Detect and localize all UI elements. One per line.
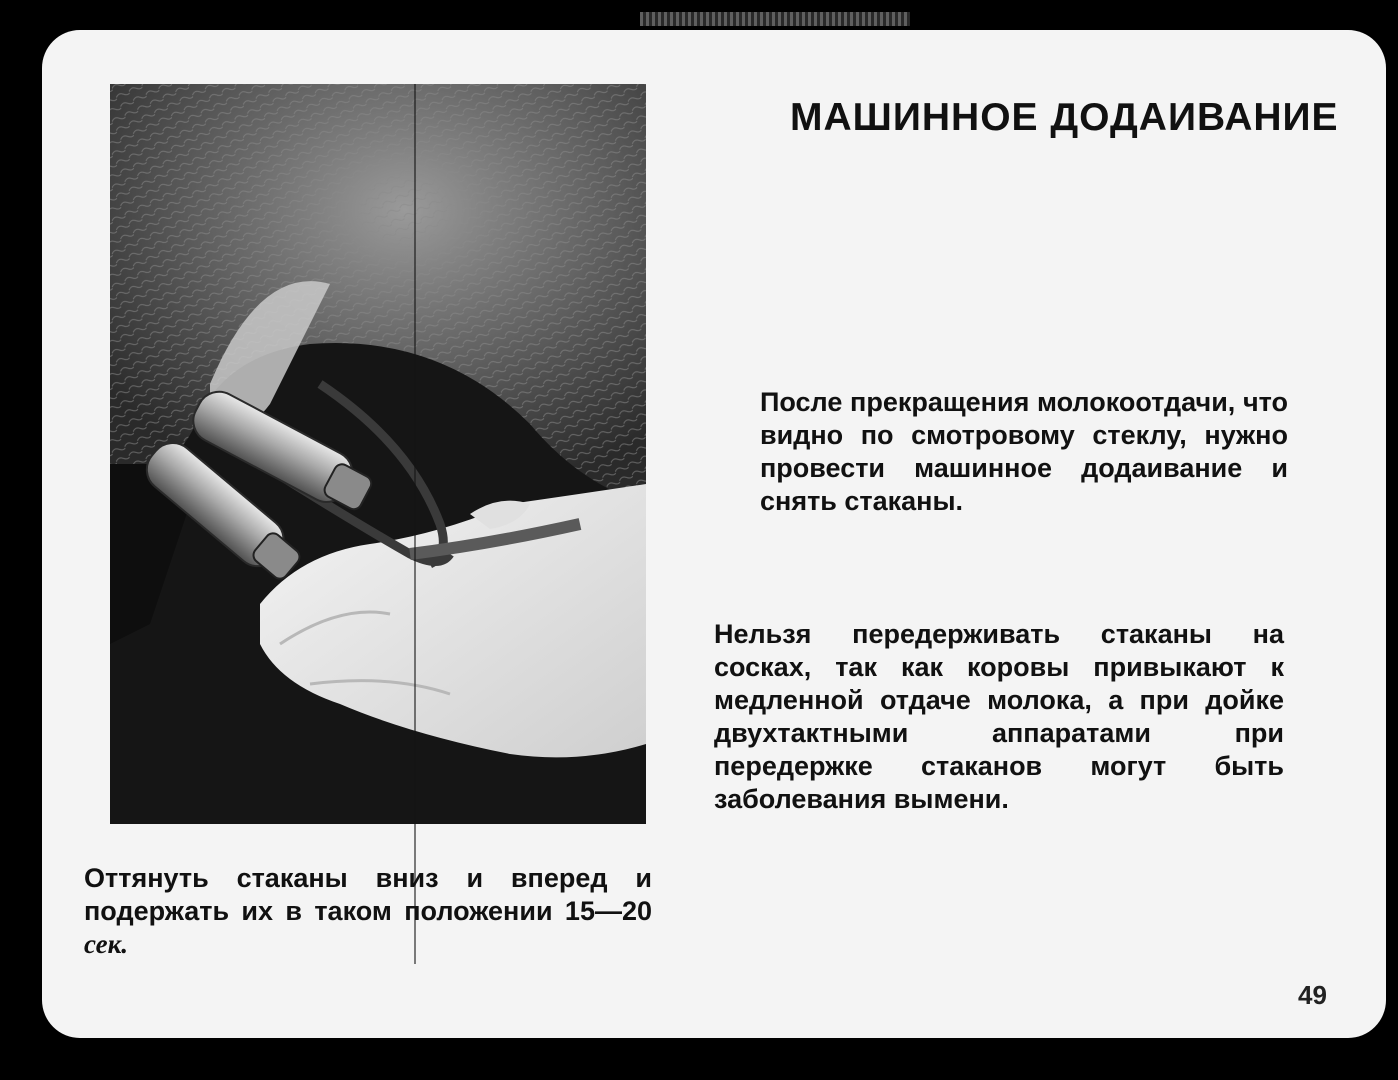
film-edge-strip (640, 12, 910, 26)
film-scratch (414, 84, 416, 964)
paragraph-after-milkflow: После прекращения молокоотдачи, что видно по смотровому стеклу, нужно провести машинное додаивание и снять стаканы. (760, 387, 1288, 516)
page-number: 49 (1298, 980, 1327, 1010)
filmstrip-slide (42, 30, 1386, 1038)
slide-title: МАШИННОЕ ДОДАИВАНИЕ (790, 96, 1339, 139)
paragraph-warning: Нельзя передерживать стаканы на сосках, так как коровы привыкают к медленной отдаче молока, а при дойке двухтактными аппаратами при передержке стаканов могут быть заболевания вымени. (714, 619, 1284, 814)
illustration-caption (84, 862, 652, 961)
caption-unit: сек. (84, 929, 129, 959)
caption-text: Оттянуть стаканы вниз и вперед и подержать их в таком положении 15—20 (84, 863, 652, 926)
milking-illustration (110, 84, 646, 824)
